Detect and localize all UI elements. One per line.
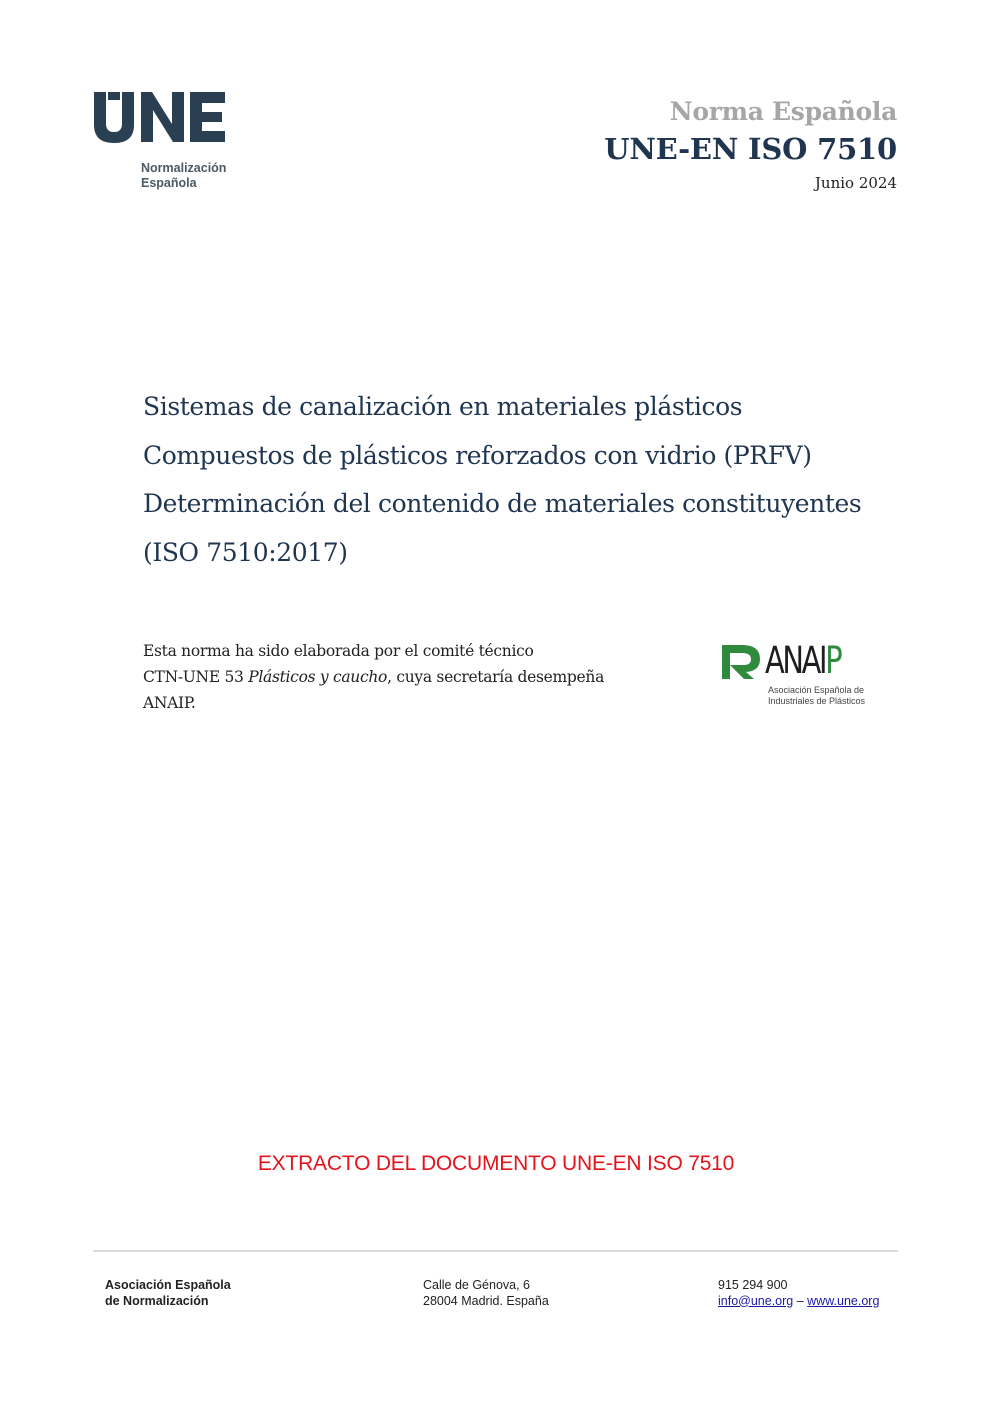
website-link[interactable]: www.une.org (807, 1293, 880, 1308)
anaip-logo (720, 641, 870, 711)
title-line-3: Determinación del contenido de materiales constituyentes (143, 489, 862, 518)
committee-code: CTN-UNE 53 (143, 668, 249, 686)
anaip-word-last: P (825, 639, 841, 682)
footer-contact (718, 1278, 879, 1309)
une-logo (92, 88, 232, 198)
anaip-subtitle (768, 685, 865, 707)
email-link[interactable]: info@une.org (718, 1293, 794, 1308)
anaip-word-main: ANAI (765, 639, 826, 682)
committee-name: Plásticos y caucho (248, 668, 388, 686)
anaip-sub-line2: Industriales de Plásticos (768, 696, 866, 706)
extract-notice: EXTRACTO DEL DOCUMENTO UNE-EN ISO 7510 (257, 1152, 735, 1175)
footer-divider (93, 1250, 898, 1252)
standard-header (604, 97, 897, 193)
anaip-logo-mark (720, 641, 764, 681)
une-logo-subtitle (141, 161, 226, 191)
committee-statement (143, 638, 683, 716)
footer-links (718, 1294, 879, 1310)
title-line-1: Sistemas de canalización en materiales plásticos (143, 392, 743, 421)
committee-line-1: Esta norma ha sido elaborada por el comité técnico (143, 642, 534, 660)
standard-kind: Norma Española (669, 97, 897, 126)
footer-address (423, 1278, 549, 1309)
document-title (143, 383, 933, 577)
link-separator: – (793, 1293, 808, 1308)
anaip-sub-line1: Asociación Española de (768, 685, 865, 695)
footer-addr-line1: Calle de Génova, 6 (423, 1278, 531, 1292)
footer-phone: 915 294 900 (718, 1278, 788, 1292)
committee-line-2 (143, 664, 683, 690)
une-sub-line2: Española (141, 176, 197, 190)
anaip-wordmark (765, 641, 840, 681)
title-line-2: Compuestos de plásticos reforzados con vidrio (PRFV) (143, 440, 812, 470)
standard-code: UNE-EN ISO 7510 (604, 132, 897, 166)
committee-line-3: ANAIP. (143, 694, 196, 712)
une-logo-mark (92, 88, 228, 146)
une-sub-line1: Normalización (141, 161, 227, 175)
footer-organization (105, 1278, 231, 1309)
footer-org-line1: Asociación Española (105, 1278, 231, 1292)
publication-date: Junio 2024 (814, 174, 897, 192)
footer-org-line2: de Normalización (105, 1293, 209, 1308)
committee-suffix: , cuya secretaría desempeña (387, 668, 605, 686)
footer-addr-line2: 28004 Madrid. España (423, 1293, 549, 1308)
title-line-4: (ISO 7510:2017) (143, 537, 348, 567)
